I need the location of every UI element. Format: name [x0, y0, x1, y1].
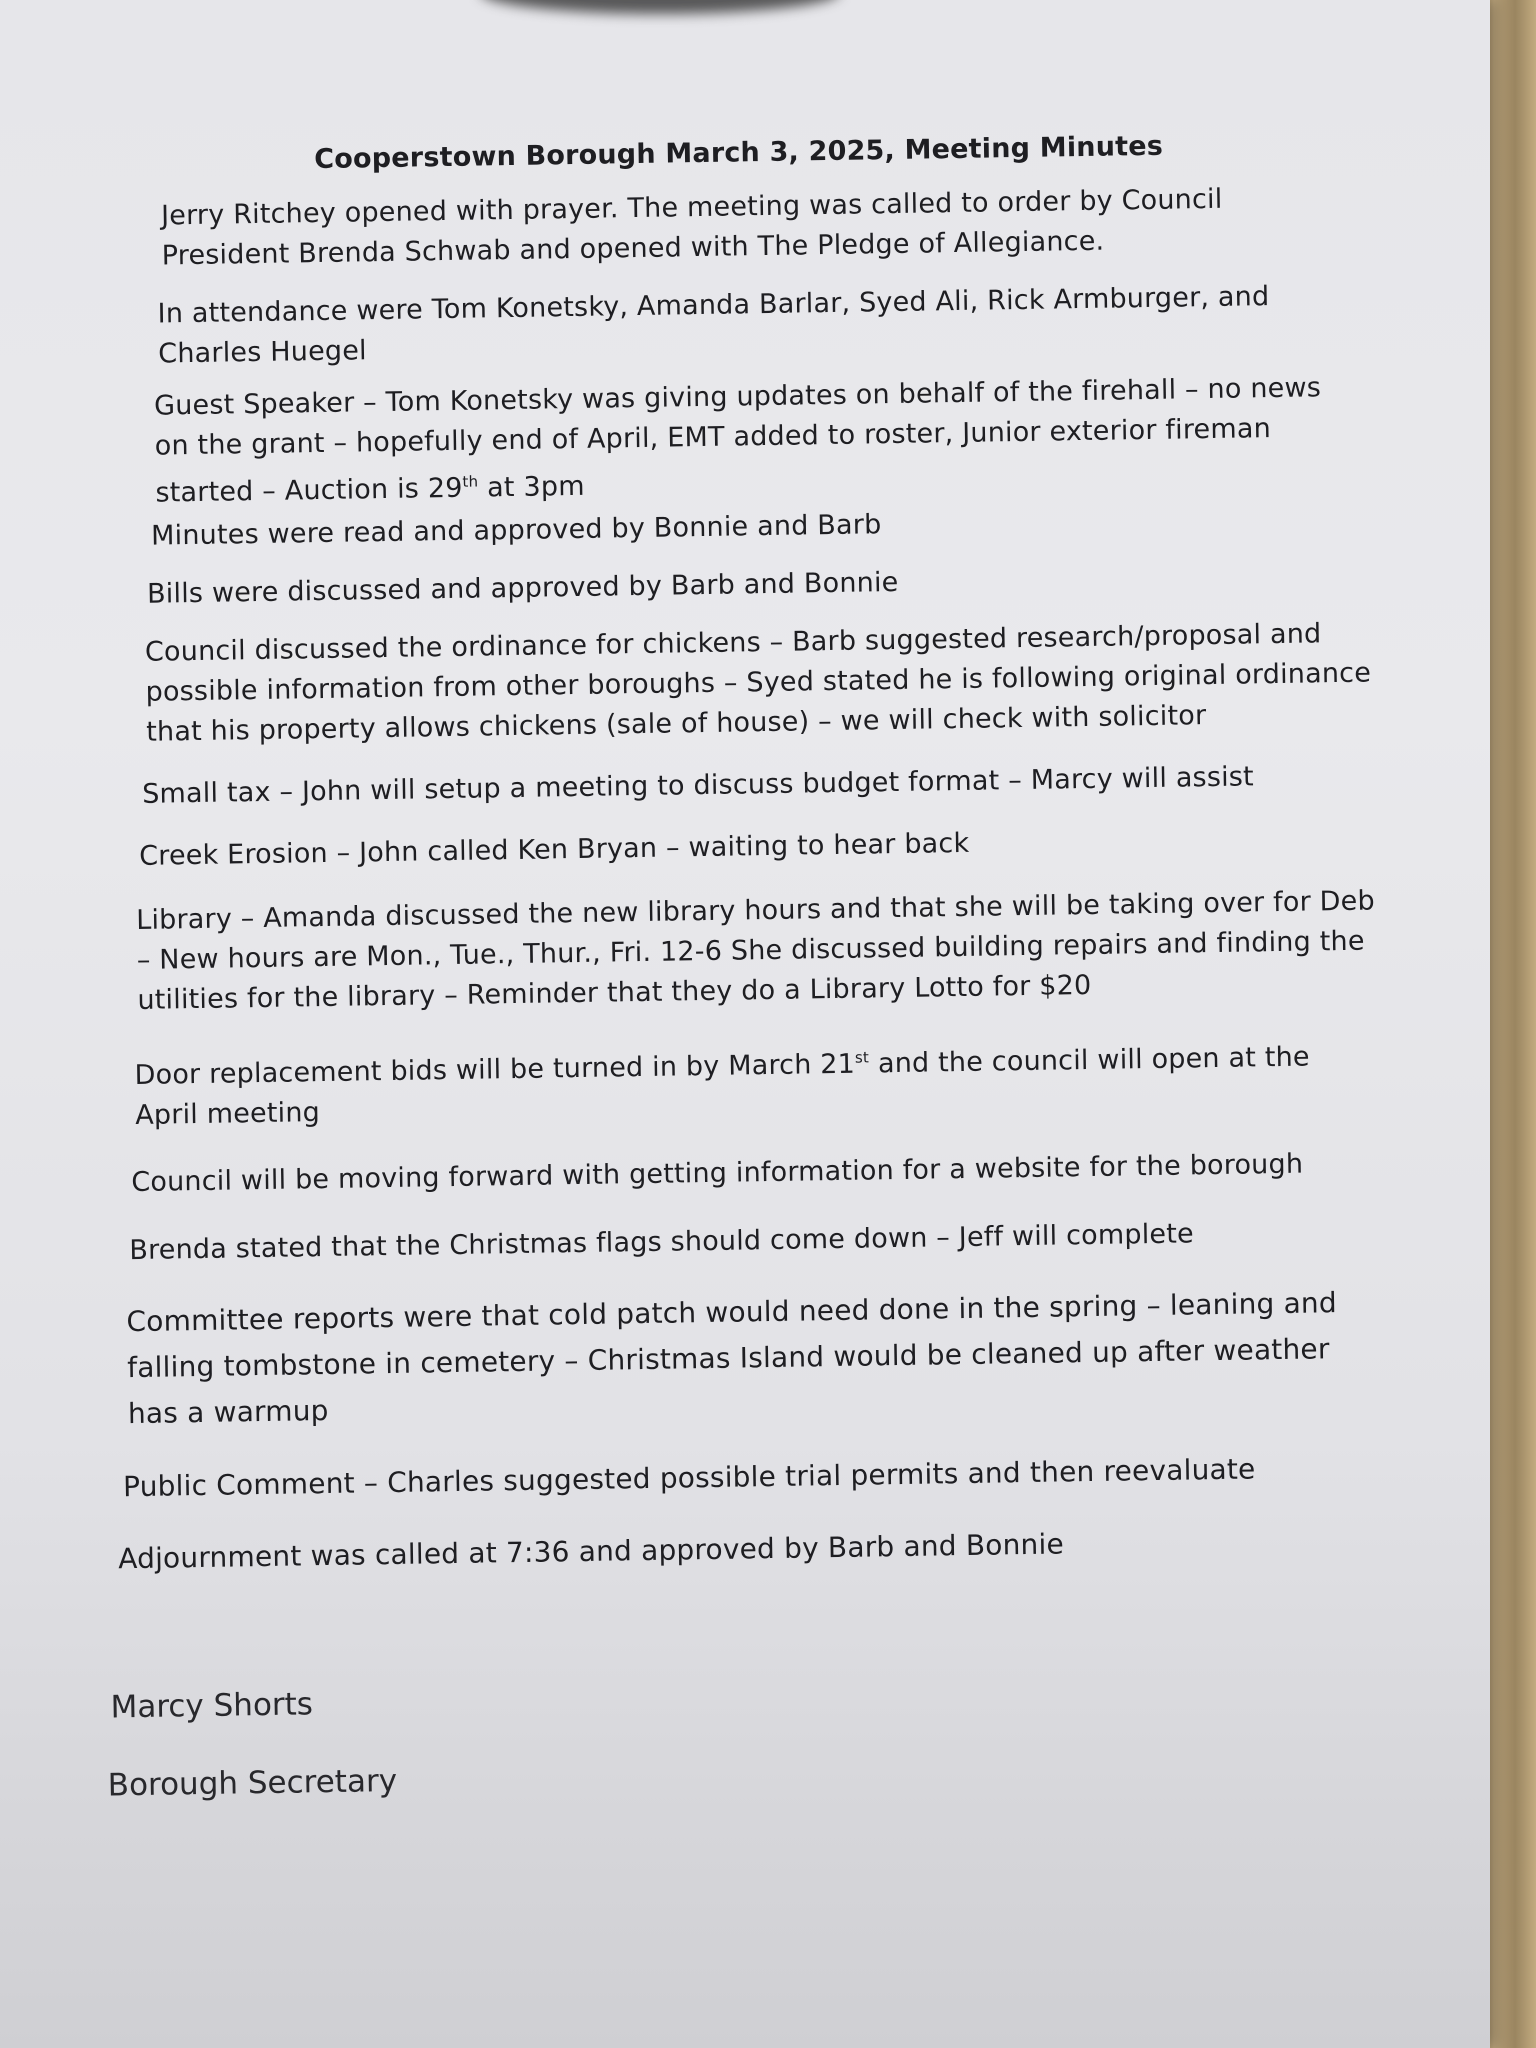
- paragraph-public-comment: Public Comment – Charles suggested possible trial permits and then reevaluate: [122, 1452, 1256, 1504]
- paragraph-committee-reports: Committee reports were that cold patch would need done in the spring – leaning and falling tombstone in cemetery – Christmas Island would be cleaned up after weather has a warmup: [126, 1286, 1338, 1431]
- paragraph-opening: Jerry Ritchey opened with prayer. The meeting was called to order by Council President Brenda Schwab and opened with The Pledge of Allegiance.: [160, 183, 1223, 272]
- paragraph-attendance: In attendance were Tom Konetsky, Amanda Barlar, Syed Ali, Rick Armburger, and Charles Huegel: [157, 281, 1270, 370]
- paragraph-guest-speaker: Guest Speaker – Tom Konetsky was giving updates on behalf of the firehall – no news on the grant – hopefully end of April, EMT added to roster, Junior exterior fireman started – Auction is 29th at 3pm: [153, 372, 1322, 509]
- paragraph-library: Library – Amanda discussed the new library hours and that she will be taking over for Deb – New hours are Mon., Tue., Thur., Fri. 12-6 She discussed building repairs and finding the utilities for the library – Reminder that they do a Library Lotto for $20: [135, 885, 1376, 1016]
- paragraph-creek-erosion: Creek Erosion – John called Ken Bryan – waiting to hear back: [138, 827, 970, 872]
- paragraph-chickens: Council discussed the ordinance for chickens – Barb suggested research/proposal and possible information from other boroughs – Syed stated he is following original ordinance that his property allows chickens (sale of house) – we will check with solicitor: [144, 618, 1372, 748]
- signature-role: Borough Secretary: [107, 1762, 398, 1804]
- paragraph-door-bids: Door replacement bids will be turned in by March 21st and the council will open at the April meeting: [134, 1041, 1310, 1131]
- paragraph-bills: Bills were discussed and approved by Barb and Bonnie: [146, 566, 899, 610]
- superscript: th: [462, 472, 479, 491]
- superscript: st: [854, 1048, 870, 1067]
- paragraph-small-tax: Small tax – John will setup a meeting to discuss budget format – Marcy will assist: [141, 761, 1255, 810]
- document-title: Cooperstown Borough March 3, 2025, Meeting Minutes: [314, 130, 1164, 176]
- paragraph-minutes: Minutes were read and approved by Bonnie and Barb: [150, 509, 882, 552]
- paragraph-adjournment: Adjournment was called at 7:36 and approved by Barb and Bonnie: [117, 1527, 1065, 1576]
- signature-name: Marcy Shorts: [110, 1686, 314, 1726]
- paragraph-website: Council will be moving forward with getting information for a website for the borough: [131, 1148, 1304, 1199]
- paragraph-christmas-flags: Brenda stated that the Christmas flags should come down – Jeff will complete: [129, 1218, 1195, 1267]
